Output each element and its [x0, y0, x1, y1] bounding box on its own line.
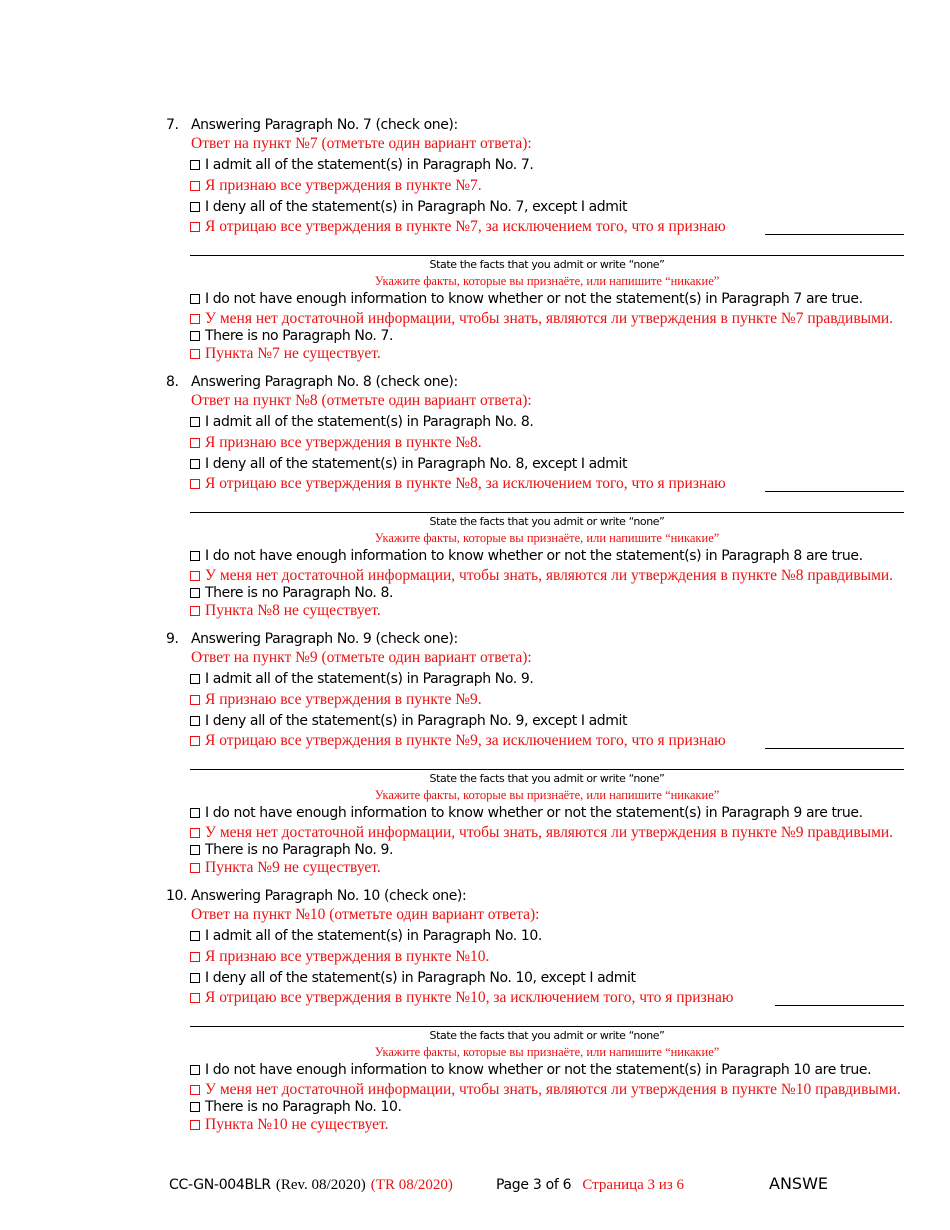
facts-hint: State the facts that you admit or write “none” [429, 258, 665, 271]
option-deny[interactable] [190, 712, 627, 730]
option-no-info-ru[interactable] [190, 824, 893, 842]
option-no-info-label: I do not have enough information to know whether or not the statement(s) in Paragraph 7 are true. [205, 291, 863, 307]
no-info-checkbox[interactable] [190, 808, 200, 818]
admitted-facts-line[interactable] [190, 769, 904, 770]
deny-checkbox[interactable] [190, 716, 200, 726]
none-checkbox-ru[interactable] [190, 863, 200, 873]
admitted-facts-field[interactable] [765, 491, 904, 492]
admit-checkbox[interactable] [190, 931, 200, 941]
admit-checkbox[interactable] [190, 160, 200, 170]
deny-checkbox-ru[interactable] [190, 993, 200, 1003]
option-no-info-label-ru: У меня нет достаточной информации, чтобы знать, являются ли утверждения в пункте №9 правдивыми. [205, 824, 894, 841]
option-no-info-label-ru: У меня нет достаточной информации, чтобы знать, являются ли утверждения в пункте №10 правдивыми. [205, 1081, 901, 1098]
admitted-facts-field[interactable] [765, 748, 904, 749]
footer-form-info [169, 1174, 453, 1195]
option-no-info[interactable] [190, 804, 863, 822]
no-info-checkbox[interactable] [190, 551, 200, 561]
none-checkbox-ru[interactable] [190, 1120, 200, 1130]
deny-checkbox[interactable] [190, 973, 200, 983]
section-heading-ru: Ответ на пункт №9 (отметьте один вариант ответа): [191, 649, 532, 666]
option-admit-label: I admit all of the statement(s) in Paragraph No. 10. [205, 928, 542, 944]
admitted-facts-field[interactable] [775, 1005, 904, 1006]
facts-hint-ru: Укажите факты, которые вы признаёте, или напишите “никакие” [374, 531, 720, 545]
option-none-ru[interactable] [190, 602, 381, 620]
answer-section-7 [0, 116, 950, 366]
option-no-info[interactable] [190, 547, 863, 565]
admit-checkbox-ru[interactable] [190, 181, 200, 191]
deny-checkbox-ru[interactable] [190, 736, 200, 746]
option-admit-ru[interactable] [190, 691, 482, 709]
section-number: 8. [166, 374, 179, 390]
deny-checkbox-ru[interactable] [190, 479, 200, 489]
option-admit-label: I admit all of the statement(s) in Paragraph No. 8. [205, 414, 534, 430]
page-number-ru: Страница 3 из 6 [582, 1177, 685, 1193]
option-no-info-label-ru: У меня нет достаточной информации, чтобы знать, являются ли утверждения в пункте №7 правдивыми. [205, 310, 894, 327]
admit-checkbox-ru[interactable] [190, 695, 200, 705]
section-heading [166, 887, 466, 905]
facts-hint-ru: Укажите факты, которые вы признаёте, или напишите “никакие” [374, 1045, 720, 1059]
option-none-label-ru: Пункта №8 не существует. [205, 602, 381, 619]
option-deny-label: I deny all of the statement(s) in Paragraph No. 9, except I admit [205, 713, 628, 729]
option-no-info-ru[interactable] [190, 1081, 901, 1099]
no-info-checkbox-ru[interactable] [190, 828, 200, 838]
option-admit-label-ru: Я признаю все утверждения в пункте №10. [205, 948, 490, 965]
option-deny-label: I deny all of the statement(s) in Paragraph No. 10, except I admit [205, 970, 636, 986]
option-no-info[interactable] [190, 1061, 871, 1079]
section-number: 9. [166, 631, 179, 647]
option-none[interactable] [190, 327, 393, 345]
admitted-facts-line[interactable] [190, 255, 904, 256]
option-deny-ru[interactable] [190, 218, 726, 236]
option-deny[interactable] [190, 455, 627, 473]
section-heading-ru: Ответ на пункт №7 (отметьте один вариант ответа): [191, 135, 532, 152]
option-none[interactable] [190, 584, 393, 602]
admit-checkbox-ru[interactable] [190, 952, 200, 962]
form-id: CC-GN-004BLR [169, 1177, 271, 1193]
none-checkbox[interactable] [190, 845, 200, 855]
option-no-info-label: I do not have enough information to know whether or not the statement(s) in Paragraph 10 are true. [205, 1062, 872, 1078]
deny-checkbox[interactable] [190, 202, 200, 212]
option-none-ru[interactable] [190, 1116, 388, 1134]
option-admit-label-ru: Я признаю все утверждения в пункте №8. [205, 434, 482, 451]
facts-hint-ru: Укажите факты, которые вы признаёте, или напишите “никакие” [374, 788, 720, 802]
footer-page-info [496, 1174, 684, 1195]
option-none[interactable] [190, 1098, 402, 1116]
option-deny-ru[interactable] [190, 732, 726, 750]
option-none-label-ru: Пункта №7 не существует. [205, 345, 381, 362]
option-none-label: There is no Paragraph No. 9. [205, 842, 394, 858]
deny-checkbox[interactable] [190, 459, 200, 469]
option-admit-label: I admit all of the statement(s) in Paragraph No. 7. [205, 157, 534, 173]
none-checkbox[interactable] [190, 588, 200, 598]
option-none-ru[interactable] [190, 859, 381, 877]
option-deny-ru[interactable] [190, 989, 733, 1007]
option-none-label: There is no Paragraph No. 10. [205, 1099, 402, 1115]
option-deny-label: I deny all of the statement(s) in Paragraph No. 7, except I admit [205, 199, 628, 215]
facts-hint: State the facts that you admit or write “none” [429, 772, 665, 785]
option-deny-label-ru: Я отрицаю все утверждения в пункте №10, за исключением того, что я признаю [205, 989, 734, 1006]
no-info-checkbox-ru[interactable] [190, 571, 200, 581]
footer-form-title: ANSWE [769, 1174, 828, 1193]
section-number: 7. [166, 117, 179, 133]
answer-section-8 [0, 373, 950, 623]
none-checkbox[interactable] [190, 331, 200, 341]
section-heading [166, 116, 458, 134]
option-admit-label: I admit all of the statement(s) in Paragraph No. 9. [205, 671, 534, 687]
admitted-facts-line[interactable] [190, 1026, 904, 1027]
no-info-checkbox-ru[interactable] [190, 314, 200, 324]
no-info-checkbox[interactable] [190, 294, 200, 304]
option-deny-label-ru: Я отрицаю все утверждения в пункте №7, за исключением того, что я признаю [205, 218, 726, 235]
section-heading-text: Answering Paragraph No. 7 (check one): [191, 117, 458, 133]
option-deny-label-ru: Я отрицаю все утверждения в пункте №9, за исключением того, что я признаю [205, 732, 726, 749]
answer-section-10 [0, 887, 950, 1137]
option-no-info-label-ru: У меня нет достаточной информации, чтобы знать, являются ли утверждения в пункте №8 правдивыми. [205, 567, 894, 584]
section-heading-text: Answering Paragraph No. 9 (check one): [191, 631, 458, 647]
option-none-label-ru: Пункта №9 не существует. [205, 859, 381, 876]
option-admit-label-ru: Я признаю все утверждения в пункте №9. [205, 691, 482, 708]
section-heading-ru: Ответ на пункт №8 (отметьте один вариант ответа): [191, 392, 532, 409]
option-admit[interactable] [190, 670, 533, 688]
section-heading [166, 630, 458, 648]
admitted-facts-field[interactable] [765, 234, 904, 235]
option-none-ru[interactable] [190, 345, 381, 363]
option-admit[interactable] [190, 413, 533, 431]
admit-checkbox[interactable] [190, 417, 200, 427]
section-number: 10. [166, 888, 188, 904]
option-admit-label-ru: Я признаю все утверждения в пункте №7. [205, 177, 482, 194]
option-admit[interactable] [190, 156, 533, 174]
none-checkbox-ru[interactable] [190, 349, 200, 359]
none-checkbox-ru[interactable] [190, 606, 200, 616]
option-deny[interactable] [190, 198, 627, 216]
facts-hint-ru: Укажите факты, которые вы признаёте, или напишите “никакие” [374, 274, 720, 288]
option-no-info[interactable] [190, 290, 863, 308]
facts-hint: State the facts that you admit or write “none” [429, 1029, 665, 1042]
option-admit-ru[interactable] [190, 948, 489, 966]
option-none-label: There is no Paragraph No. 8. [205, 585, 394, 601]
option-no-info-ru[interactable] [190, 567, 893, 585]
none-checkbox[interactable] [190, 1102, 200, 1112]
page-number: Page 3 of 6 [496, 1177, 572, 1193]
section-heading-ru: Ответ на пункт №10 (отметьте один вариант ответа): [191, 906, 540, 923]
section-heading-text: Answering Paragraph No. 10 (check one): [191, 888, 467, 904]
section-heading-text: Answering Paragraph No. 8 (check one): [191, 374, 458, 390]
deny-checkbox-ru[interactable] [190, 222, 200, 232]
option-deny-ru[interactable] [190, 475, 726, 493]
admit-checkbox-ru[interactable] [190, 438, 200, 448]
option-no-info-ru[interactable] [190, 310, 893, 328]
option-admit[interactable] [190, 927, 542, 945]
option-deny[interactable] [190, 969, 636, 987]
admitted-facts-line[interactable] [190, 512, 904, 513]
admit-checkbox[interactable] [190, 674, 200, 684]
option-admit-ru[interactable] [190, 434, 482, 452]
no-info-checkbox[interactable] [190, 1065, 200, 1075]
option-no-info-label: I do not have enough information to know whether or not the statement(s) in Paragraph 8 are true. [205, 548, 863, 564]
option-none-label-ru: Пункта №10 не существует. [205, 1116, 389, 1133]
option-deny-label: I deny all of the statement(s) in Paragraph No. 8, except I admit [205, 456, 628, 472]
facts-hint: State the facts that you admit or write “none” [429, 515, 665, 528]
option-no-info-label: I do not have enough information to know whether or not the statement(s) in Paragraph 9 are true. [205, 805, 863, 821]
no-info-checkbox-ru[interactable] [190, 1085, 200, 1095]
option-admit-ru[interactable] [190, 177, 482, 195]
section-heading [166, 373, 458, 391]
option-none-label: There is no Paragraph No. 7. [205, 328, 394, 344]
form-translation-revision: (TR 08/2020) [370, 1177, 453, 1193]
option-none[interactable] [190, 841, 393, 859]
form-revision: (Rev. 08/2020) [275, 1177, 366, 1193]
option-deny-label-ru: Я отрицаю все утверждения в пункте №8, за исключением того, что я признаю [205, 475, 726, 492]
answer-section-9 [0, 630, 950, 880]
